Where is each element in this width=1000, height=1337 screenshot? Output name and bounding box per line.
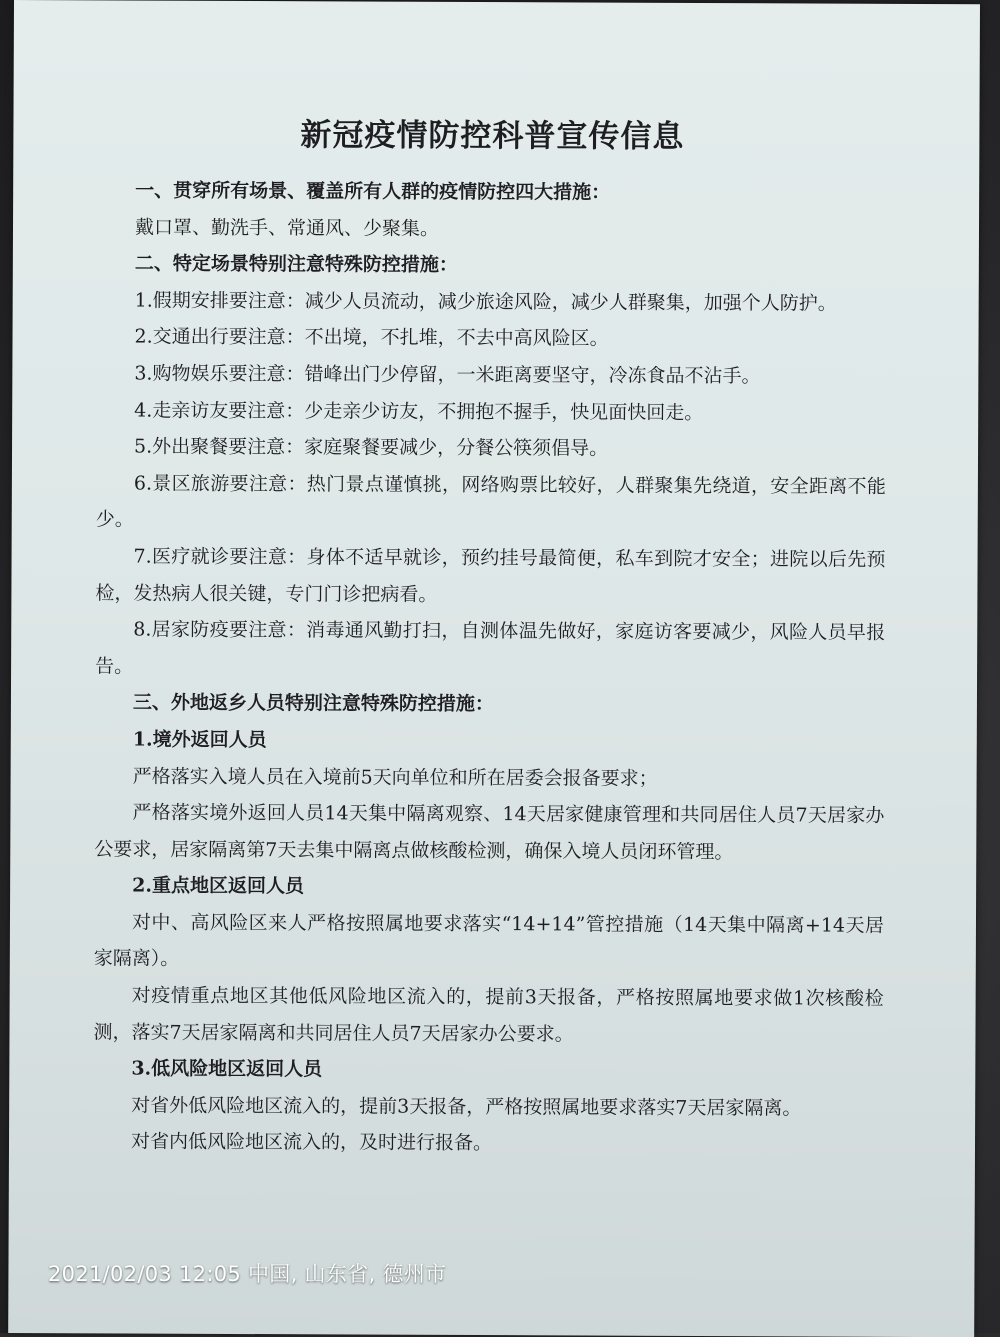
paper-sheet bbox=[8, 0, 980, 1337]
paragraph: 4.走亲访友要注意：少走亲少访友，不拥抱不握手，快见面快回走。 bbox=[134, 399, 704, 424]
document-title: 新冠疫情防控科普宣传信息 bbox=[300, 117, 685, 155]
paragraph: 严格落实入境人员在入境前5天向单位和所在居委会报备要求； bbox=[132, 765, 658, 790]
section-heading: 3.低风险地区返回人员 bbox=[131, 1057, 323, 1081]
paragraph: 3.购物娱乐要注意：错峰出门少停留，一米距离要坚守，冷冻食品不沾手。 bbox=[134, 362, 761, 388]
paragraph: 戴口罩、勤洗手、常通风、少聚集。 bbox=[134, 216, 440, 240]
paragraph: 6.景区旅游要注意：热门景点谨慎挑，网络购票比较好，人群聚集先绕道，安全距离不能少。 bbox=[95, 472, 886, 531]
section-heading: 一、贯穿所有场景、覆盖所有人群的疫情防控四大措施： bbox=[135, 179, 611, 204]
paragraph: 8.居家防疫要注意：消毒通风勤打扫，自测体温先做好，家庭访客要减少，风险人员早报告。 bbox=[95, 618, 886, 678]
paragraph: 对中、高风险区来人严格按照属地要求落实“14+14”管控措施（14天集中隔离+14天居家隔离）。 bbox=[93, 911, 885, 971]
section-heading: 三、外地返乡人员特别注意特殊防控措施： bbox=[132, 691, 494, 716]
paragraph: 1.假期安排要注意：减少人员流动，减少旅途风险，减少人群聚集，加强个人防护。 bbox=[134, 289, 837, 315]
paragraph: 对省外低风险地区流入的，提前3天报备，严格按照属地要求落实7天居家隔离。 bbox=[131, 1094, 802, 1120]
section-heading: 2.重点地区返回人员 bbox=[132, 874, 305, 898]
paragraph: 7.医疗就诊要注意：身体不适早就诊，预约挂号最简便，私车到院才安全；进院以后先预检，发热病人很关键，专门门诊把病看。 bbox=[95, 545, 886, 606]
section-heading: 二、特定场景特别注意特殊防控措施： bbox=[134, 252, 458, 277]
section-heading: 1.境外返回人员 bbox=[132, 728, 267, 752]
paragraph: 对疫情重点地区其他低风险地区流入的，提前3天报备，严格按照属地要求做1次核酸检测，落实7天居家隔离和共同居住人员7天居家办公要求。 bbox=[93, 984, 884, 1046]
paragraph-list bbox=[93, 172, 887, 1163]
document-body bbox=[93, 104, 888, 1163]
paragraph: 2.交通出行要注意：不出境，不扎堆，不去中高风险区。 bbox=[134, 325, 609, 350]
paragraph: 严格落实境外返回人员14天集中隔离观察、14天居家健康管理和共同居住人员7天居家办公要求，居家隔离第7天去集中隔离点做核酸检测，确保入境人员闭环管理。 bbox=[94, 801, 885, 863]
photo-timestamp: 2021/02/03 12:05 中国, 山东省, 德州市 bbox=[48, 1262, 447, 1286]
paragraph: 5.外出聚餐要注意：家庭聚餐要减少，分餐公筷须倡导。 bbox=[134, 435, 609, 460]
paragraph: 对省内低风险地区流入的，及时进行报备。 bbox=[130, 1130, 493, 1155]
